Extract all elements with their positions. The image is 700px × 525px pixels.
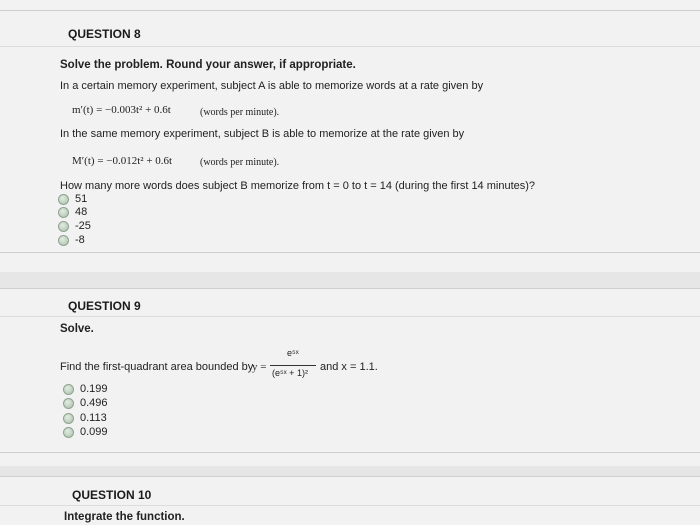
units-a: (words per minute).	[200, 107, 280, 118]
radio-button[interactable]	[58, 235, 69, 246]
option-51[interactable]	[58, 193, 87, 205]
question-10-instruction: Integrate the function.	[64, 511, 185, 523]
question-9-top-divider	[0, 288, 700, 289]
top-divider	[0, 10, 700, 11]
option-0099[interactable]	[63, 426, 108, 438]
question-10-divider	[0, 505, 700, 506]
question-9-prompt: Find the first-quadrant area bounded by	[60, 361, 254, 373]
fraction-numerator: e⁵ˣ	[287, 348, 299, 358]
question-9-title: QUESTION 9	[68, 299, 141, 313]
option-label: 0.496	[80, 397, 108, 409]
question-8-prompt: How many more words does subject B memorize from t = 0 to t = 14 (during the first 14 minutes)?	[60, 180, 536, 192]
option-minus-8[interactable]	[58, 234, 85, 246]
question-8-intro-b: In the same memory experiment, subject B is able to memorize at the rate given by	[60, 128, 465, 140]
question-8-title: QUESTION 8	[68, 27, 141, 41]
radio-button[interactable]	[63, 398, 74, 409]
option-label: -25	[75, 220, 91, 232]
option-label: 0.113	[80, 412, 107, 424]
question-spacer-2	[0, 466, 700, 476]
radio-button[interactable]	[58, 221, 69, 232]
formula-a: m′(t) = −0.003t² + 0.6t	[72, 104, 171, 116]
question-9-bottom-divider	[0, 452, 700, 453]
option-label: 51	[75, 193, 88, 205]
radio-button[interactable]	[63, 427, 74, 438]
formula-b: M′(t) = −0.012t² + 0.6t	[72, 155, 173, 167]
option-0199[interactable]	[63, 383, 108, 395]
radio-button[interactable]	[63, 413, 74, 424]
fraction-bar	[270, 365, 316, 366]
option-label: 48	[75, 206, 88, 218]
option-label: 0.199	[80, 383, 108, 395]
question-9-bound: and x = 1.1.	[320, 361, 378, 373]
question-8-divider	[0, 46, 700, 47]
question-8-bottom-divider	[0, 252, 700, 253]
question-10-top-divider	[0, 476, 700, 477]
option-label: 0.099	[80, 426, 108, 438]
radio-button[interactable]	[58, 194, 69, 205]
question-9-instruction: Solve.	[60, 323, 94, 335]
option-48[interactable]	[58, 206, 87, 218]
fraction-denominator: (e⁵ˣ + 1)²	[272, 368, 308, 378]
option-0113[interactable]	[63, 412, 107, 424]
question-10-title: QUESTION 10	[72, 488, 152, 502]
option-label: -8	[75, 234, 85, 246]
question-spacer	[0, 272, 700, 288]
question-9-divider	[0, 316, 700, 317]
radio-button[interactable]	[58, 207, 69, 218]
question-8-instruction: Solve the problem. Round your answer, if appropriate.	[60, 59, 356, 71]
question-8-intro-a: In a certain memory experiment, subject A is able to memorize words at a rate given by	[60, 80, 484, 92]
option-minus-25[interactable]	[58, 220, 91, 232]
units-b: (words per minute).	[200, 157, 280, 168]
radio-button[interactable]	[63, 384, 74, 395]
option-0496[interactable]	[63, 397, 108, 409]
y-equals: y =	[252, 361, 267, 373]
